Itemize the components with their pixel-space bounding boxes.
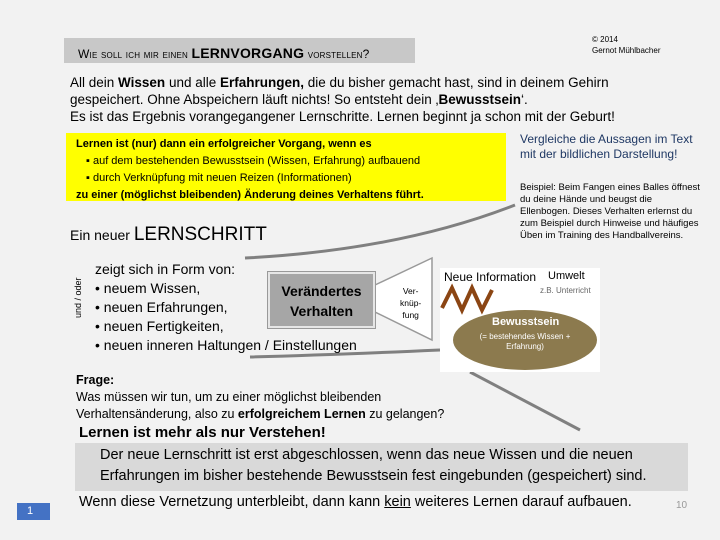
key-statement: Lernen ist mehr als nur Verstehen! xyxy=(79,424,326,441)
t: Erfahrungen, xyxy=(219,75,304,90)
t: Ver- xyxy=(402,286,419,296)
brain-label-umwelt: Umwelt xyxy=(548,270,585,282)
list-item: • neuem Wissen, xyxy=(95,280,201,296)
t: Wenn diese Vernetzung unterbleibt, dann kann xyxy=(79,494,385,510)
brain-label-bewusstsein: Bewusstsein xyxy=(492,316,560,328)
t: kein xyxy=(384,494,411,510)
t: Lernen ist (nur) dann ein erfolgreicher Vorgang, wenn es xyxy=(76,138,372,150)
author: Gernot Mühlbacher xyxy=(592,46,661,55)
t: Verändertes xyxy=(281,283,362,299)
und-oder-label: und / oder xyxy=(73,277,83,318)
t: Verhaltensänderung, also zu xyxy=(76,407,238,421)
t: Wissen xyxy=(118,75,166,90)
link-label xyxy=(400,285,421,321)
changed-behavior-box xyxy=(268,272,375,328)
t: die du bisher gemacht hast, sind in deinem Gehirn xyxy=(304,75,609,90)
brain-label-sub: (= bestehendes Wissen + Erfahrung) xyxy=(479,332,571,351)
t: zu gelangen? xyxy=(365,407,445,421)
t: weiteres Lernen darauf aufbauen. xyxy=(410,494,632,510)
list-item: • neuen inneren Haltungen / Einstellungen xyxy=(95,337,357,353)
t: ‘. xyxy=(521,92,528,107)
t: knüp- xyxy=(400,298,422,308)
t: All dein xyxy=(70,75,119,90)
t: gespeichert. Ohne Abspeichern läuft nichts! So entsteht dein ‚ xyxy=(70,92,439,107)
section-heading xyxy=(70,224,267,246)
compare-instruction: Vergleiche die Aussagen im Text mit der bildlichen Darstellung! xyxy=(520,132,693,161)
t: Frage: xyxy=(76,373,115,387)
title-bold: LERNVORGANG xyxy=(191,45,305,61)
t: neuen Fertigkeiten, xyxy=(103,318,224,334)
t: LERNSCHRITT xyxy=(133,224,267,245)
page-number: 10 xyxy=(676,500,688,511)
t: neuen Erfahrungen, xyxy=(103,299,228,315)
title-post: vorstellen? xyxy=(304,47,370,61)
t: Was müssen wir tun, um zu einer möglichst bleibenden xyxy=(76,390,382,404)
t: fung xyxy=(402,310,419,320)
t: zu einer (möglichst bleibenden) Änderung deines Verhaltens führt. xyxy=(76,189,424,201)
t: ▪ durch Verknüpfung mit neuen Reizen (Informationen) xyxy=(86,172,352,184)
t: erfolgreichem Lernen xyxy=(237,407,366,421)
brain-label-neue-information: Neue Information xyxy=(444,270,537,284)
final-line xyxy=(79,493,632,511)
t: Bewusstsein xyxy=(438,92,522,107)
slide-nav-button[interactable]: 1 xyxy=(17,503,50,520)
example-body: Beispiel: Beim Fangen eines Balles öffnest du deine Hände und beugst die Ellenbogen. Dieses Verhalten erlernst du zum Beispiel durch Hinweise und häufiges Üben im Training des Handballvereins. xyxy=(520,182,700,241)
conclusion-box xyxy=(75,443,688,491)
t: Verhalten xyxy=(289,303,354,319)
brain-label-unterricht: z.B. Unterricht xyxy=(540,286,591,295)
t: Der neue Lernschritt ist erst abgeschlossen, wenn das neue Wissen und die neuen xyxy=(100,447,633,463)
t: und alle xyxy=(165,75,220,90)
question xyxy=(76,372,444,423)
list-item: • neuen Erfahrungen, xyxy=(95,299,228,315)
t: Erfahrungen im bisher bestehende Bewusstsein fest eingebunden (gespeichert) sind. xyxy=(100,468,647,484)
t: neuen inneren Haltungen / Einstellungen xyxy=(103,337,357,353)
t: neuem Wissen, xyxy=(103,280,201,296)
list-item: • neuen Fertigkeiten, xyxy=(95,318,224,334)
t: ▪ auf dem bestehenden Bewusstsein (Wissen, Erfahrung) aufbauend xyxy=(86,155,421,167)
brain-illustration xyxy=(440,268,600,372)
t: zeigt sich in Form von: xyxy=(95,261,236,277)
t: Ein neuer xyxy=(70,227,134,243)
copyright-year: © 2014 xyxy=(592,35,618,44)
title-pre: Wie soll ich mir einen xyxy=(78,47,192,61)
t: Es ist das Ergebnis vorangegangener Lernschritte. Lernen beginnt ja schon mit der Geburt! xyxy=(70,109,615,124)
